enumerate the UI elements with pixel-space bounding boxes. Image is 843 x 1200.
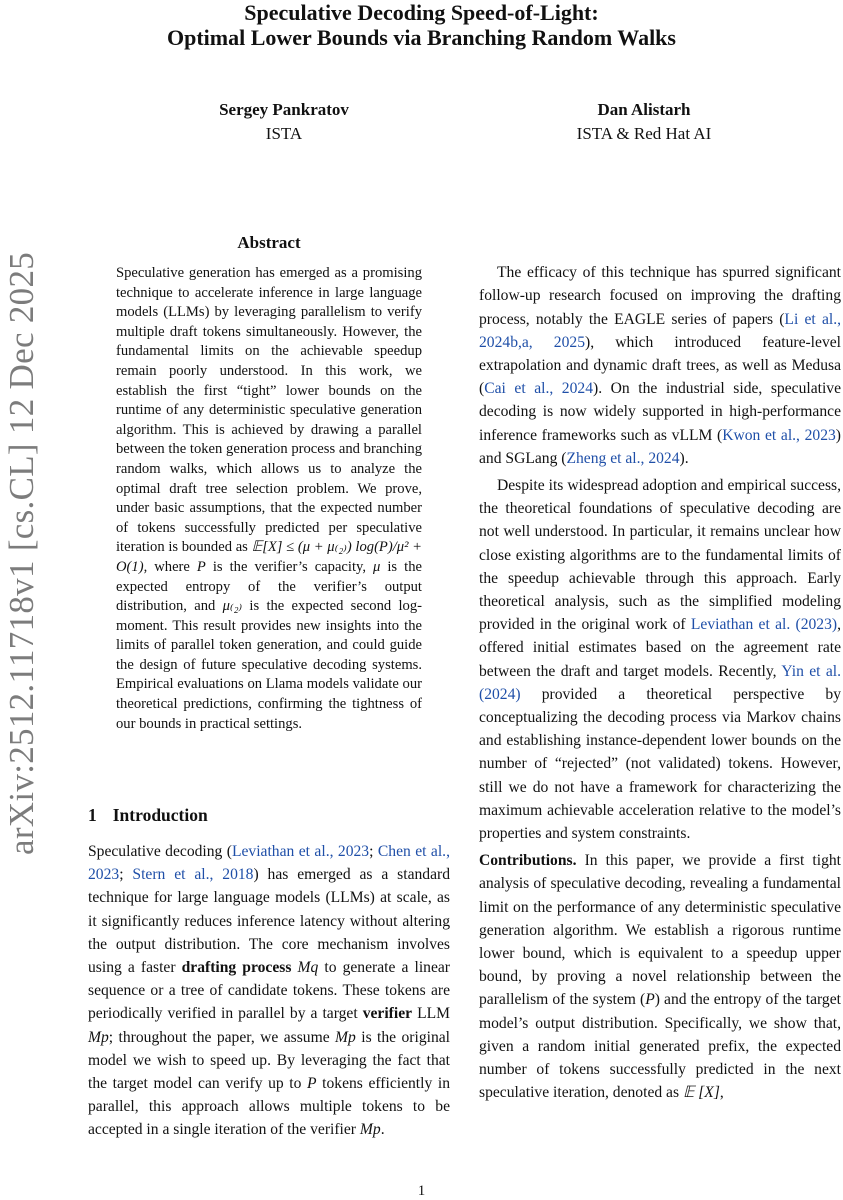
abstract-math-symbol: μ₍₂₎ — [222, 598, 243, 615]
body-text: The efficacy of this technique has spurred significant follow-up research focused on improving the drafting process, notably the EAGLE series of papers ( — [479, 264, 841, 328]
abstract-text: is the verifier’s capacity, — [205, 558, 374, 575]
citation-link[interactable]: Li et al., 2024b,a, 2025 — [479, 310, 841, 351]
abstract-text: is the expected entropy of the verifier’s output distribution, and — [116, 558, 422, 615]
abstract-text: Speculative generation has emerged as a promising technique to accelerate inference in large language models (LLMs) by leveraging parallelism to verify multiple draft tokens simultaneously. However, the fundamental limits on the achievable speedup remain poorly understood. In this work, we establish the first “tight” lower bounds on the runtime of any deterministic speculative generation algorithm. This is achieved by drawing a parallel between the token generation process and branching random walks, which allows us to analyze the optimal draft tree selection problem. We prove, under basic assumptions, that the expected number of tokens successfully predicted per speculative iteration is bounded as — [116, 265, 422, 556]
title-line-2: Optimal Lower Bounds via Branching Random Walks — [167, 25, 676, 50]
author-affiliation: ISTA — [265, 124, 303, 143]
page-number: 1 — [417, 1183, 426, 1199]
math-symbol: P — [307, 1075, 317, 1093]
citation-link[interactable]: Leviathan et al. (2023) — [690, 616, 838, 634]
body-text: Speculative decoding ( — [88, 843, 232, 860]
section-title: Introduction — [112, 805, 208, 825]
abstract-heading: Abstract — [237, 233, 301, 252]
body-text: , offered initial estimates based on the agreement rate between the draft and target models. Recently, — [479, 616, 841, 680]
math-symbol: P — [645, 991, 655, 1009]
body-text: is the original model we wish to speed up. By leveraging the fact that the target model can verify up to — [88, 1028, 450, 1093]
body-text: , — [719, 1084, 724, 1102]
body-text: In this paper, we provide a first tight analysis of speculative decoding, revealing a fundamental limit on the performance of any deterministic speculative generation algorithm. We establish a rigorous runtime lower bound, which is equivalent to a speedup upper bound, by proving a novel relationship between the parallelism of the system ( — [479, 852, 841, 1009]
body-text: to generate a linear sequence or a tree of candidate tokens. These tokens are periodically verified in parallel by a target — [88, 959, 450, 1023]
bold-term: verifier — [362, 1005, 413, 1023]
citation-link[interactable]: Cai et al., 2024 — [484, 380, 593, 398]
citation-link[interactable]: Stern et al., 2018 — [132, 866, 254, 884]
arxiv-stamp-text: arXiv:2512.11718v1 [cs.CL] 12 Dec 2025 — [2, 251, 41, 855]
body-text: ). On the industrial side, speculative decoding is now widely supported in high-performance inference frameworks such as vLLM ( — [479, 380, 841, 444]
citation-link[interactable]: Leviathan et al., 2023 — [231, 843, 370, 860]
body-text: LLM — [412, 1005, 450, 1023]
citation-link[interactable]: Zheng et al., 2024 — [566, 449, 680, 467]
column-continuation-spacer — [479, 234, 841, 257]
intro-paragraph-contributions — [479, 849, 841, 1104]
abstract-text: , where — [143, 558, 197, 575]
body-text: ) has emerged as a standard technique for large language models (LLMs) at scale, as it significantly reduces inference latency without altering the output distribution. The core mechanism involves using a faster — [88, 866, 450, 977]
math-symbol: Mp — [359, 1121, 381, 1139]
citation-link[interactable]: Kwon et al., 2023 — [722, 426, 836, 444]
author-affiliation: ISTA & Red Hat AI — [576, 124, 712, 143]
body-text: ; — [369, 843, 378, 860]
right-column — [479, 234, 841, 1105]
abstract-body — [116, 264, 422, 734]
math-symbol: 𝔼 [X] — [682, 1084, 720, 1102]
math-symbol: Mq — [291, 959, 319, 977]
intro-paragraph-2 — [479, 261, 841, 470]
author-block — [184, 98, 384, 146]
citation-link[interactable]: Yin et al. (2024) — [479, 662, 841, 703]
title-line-1: Speculative Decoding Speed-of-Light: — [244, 0, 599, 25]
abstract-text: is the expected second log-moment. This result provides new insights into the limits of parallel token generation, and could guide the design of future speculative decoding systems. Empirical evaluations on Llama models validate our theoretical predictions, confirming the tightness of our bounds in practical settings. — [116, 598, 422, 732]
author-name: Sergey Pankratov — [219, 100, 349, 119]
math-symbol: Mp — [88, 1028, 109, 1046]
abstract-math-symbol: P — [196, 558, 206, 575]
body-text: ) and the entropy of the target model’s output distribution. Specifically, we show that, given a random initial generated prefix, the expected number of tokens successfully predicted in the next speculative iteration, denoted as — [479, 991, 841, 1102]
author-block — [534, 98, 754, 146]
abstract-math-symbol: μ — [373, 558, 381, 575]
intro-paragraph-3 — [479, 474, 841, 845]
section-heading-introduction — [88, 805, 208, 826]
body-text: ; throughout the paper, we assume — [108, 1028, 336, 1046]
body-text: ). — [679, 449, 689, 467]
body-text: ; — [119, 866, 133, 884]
abstract-formula: 𝔼[X] ≤ (μ + μ₍₂₎) log(P)/μ² + O(1) — [116, 539, 422, 575]
body-text: provided a theoretical perspective by conceptualizing the decoding process via Markov chains and establishing instance-dependent lower bounds on the number of “rejected” (not validated) tokens. However, still we do not have a framework for characterizing the maximum achievable acceleration relative to the model’s properties and system constraints. — [479, 685, 841, 843]
section-number: 1 — [88, 805, 97, 825]
bold-term: drafting process — [181, 959, 292, 977]
paragraph-lead: Contributions. — [479, 852, 577, 870]
math-symbol: Mp — [335, 1028, 356, 1046]
paper-title — [0, 0, 843, 50]
intro-paragraph-1 — [88, 840, 450, 1142]
body-text: . — [380, 1121, 385, 1139]
body-text: Despite its widespread adoption and empirical success, the theoretical foundations of speculative decoding are not well understood. In particular, it remains unclear how close existing algorithms are to the fundamental limits of the speedup achievable through this approach. Early theoretical analysis, such as the simplified modeling provided in the original work of — [479, 477, 841, 634]
citation-link[interactable]: Chen et al., 2023 — [88, 843, 450, 884]
body-text: ) and SGLang ( — [479, 426, 841, 467]
body-text: tokens efficiently in parallel, this approach allows multiple tokens to be accepted in a single iteration of the verifier — [88, 1075, 450, 1139]
author-name: Dan Alistarh — [597, 100, 691, 119]
body-text: ), which introduced feature-level extrapolation and dynamic draft trees, as well as Medusa ( — [479, 333, 841, 398]
